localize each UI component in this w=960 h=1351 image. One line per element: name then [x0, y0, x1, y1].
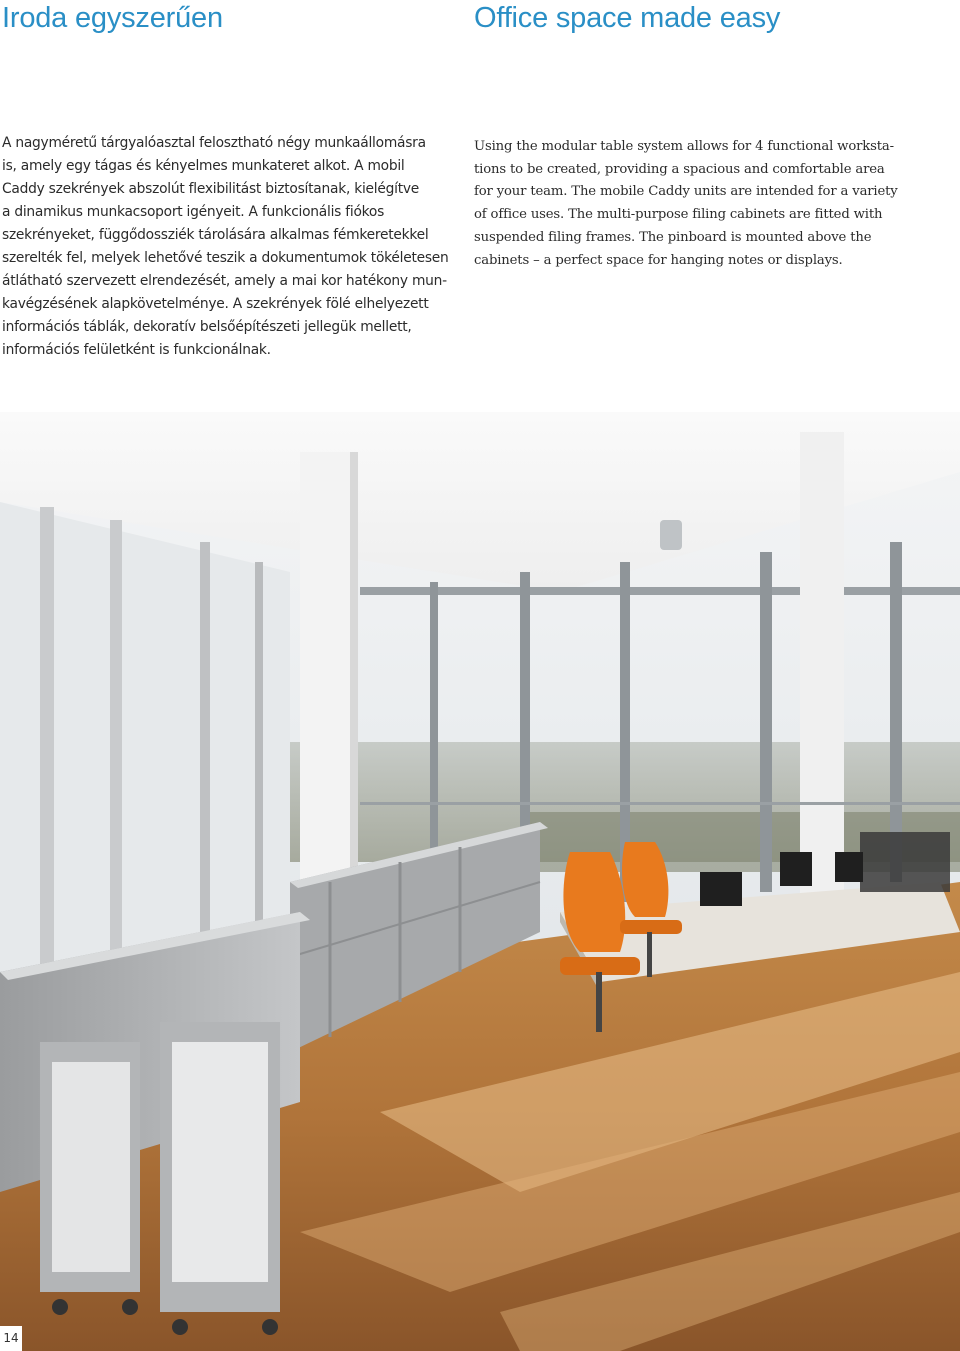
text-line: suspended filing frames. The pinboard is mounted above the: [474, 229, 872, 245]
text-line: A nagyméretű tárgyalóasztal felosztható négy munkaállomásra: [2, 135, 426, 151]
text-line: Caddy szekrények abszolút flexibilitást biztosítanak, kielégítve: [2, 181, 420, 197]
text-line: információs táblák, dekoratív belsőépítészeti jellegük mellett,: [2, 319, 412, 335]
office-interior-photo: [0, 412, 960, 1351]
text-line: szekrényeket, függődossziék tárolására alkalmas fémkeretekkel: [2, 227, 429, 243]
page-number: 14: [0, 1326, 22, 1351]
text-line: információs felületként is funkcionálnak.: [2, 342, 271, 358]
text-line: Using the modular table system allows for 4 functional worksta-: [474, 139, 894, 154]
page-title-hu: Iroda egyszerűen: [2, 2, 223, 34]
body-text-hu: [2, 132, 470, 362]
text-line: of office uses. The multi-purpose filing cabinets are fitted with: [474, 207, 883, 223]
text-line: for your team. The mobile Caddy units are intended for a variety: [474, 184, 898, 200]
text-line: is, amely egy tágas és kényelmes munkateret alkot. A mobil: [2, 158, 405, 174]
text-line: átlátható szervezett elrendezését, amely a mai kor hatékony mun-: [2, 273, 447, 289]
text-line: kavégzésének alapkövetelménye. A szekrények fölé elhelyezett: [2, 296, 429, 312]
text-line: tions to be created, providing a spacious and comfortable area: [474, 161, 885, 177]
text-line: a dinamikus munkacsoport igényeit. A funkcionális fiókos: [2, 204, 385, 220]
text-line: cabinets – a perfect space for hanging notes or displays.: [474, 252, 843, 268]
text-line: szerelték fel, melyek lehetővé teszik a dokumentumok tökéletesen: [2, 250, 449, 266]
page-title-en: Office space made easy: [474, 2, 781, 34]
body-text-en: [474, 136, 944, 272]
